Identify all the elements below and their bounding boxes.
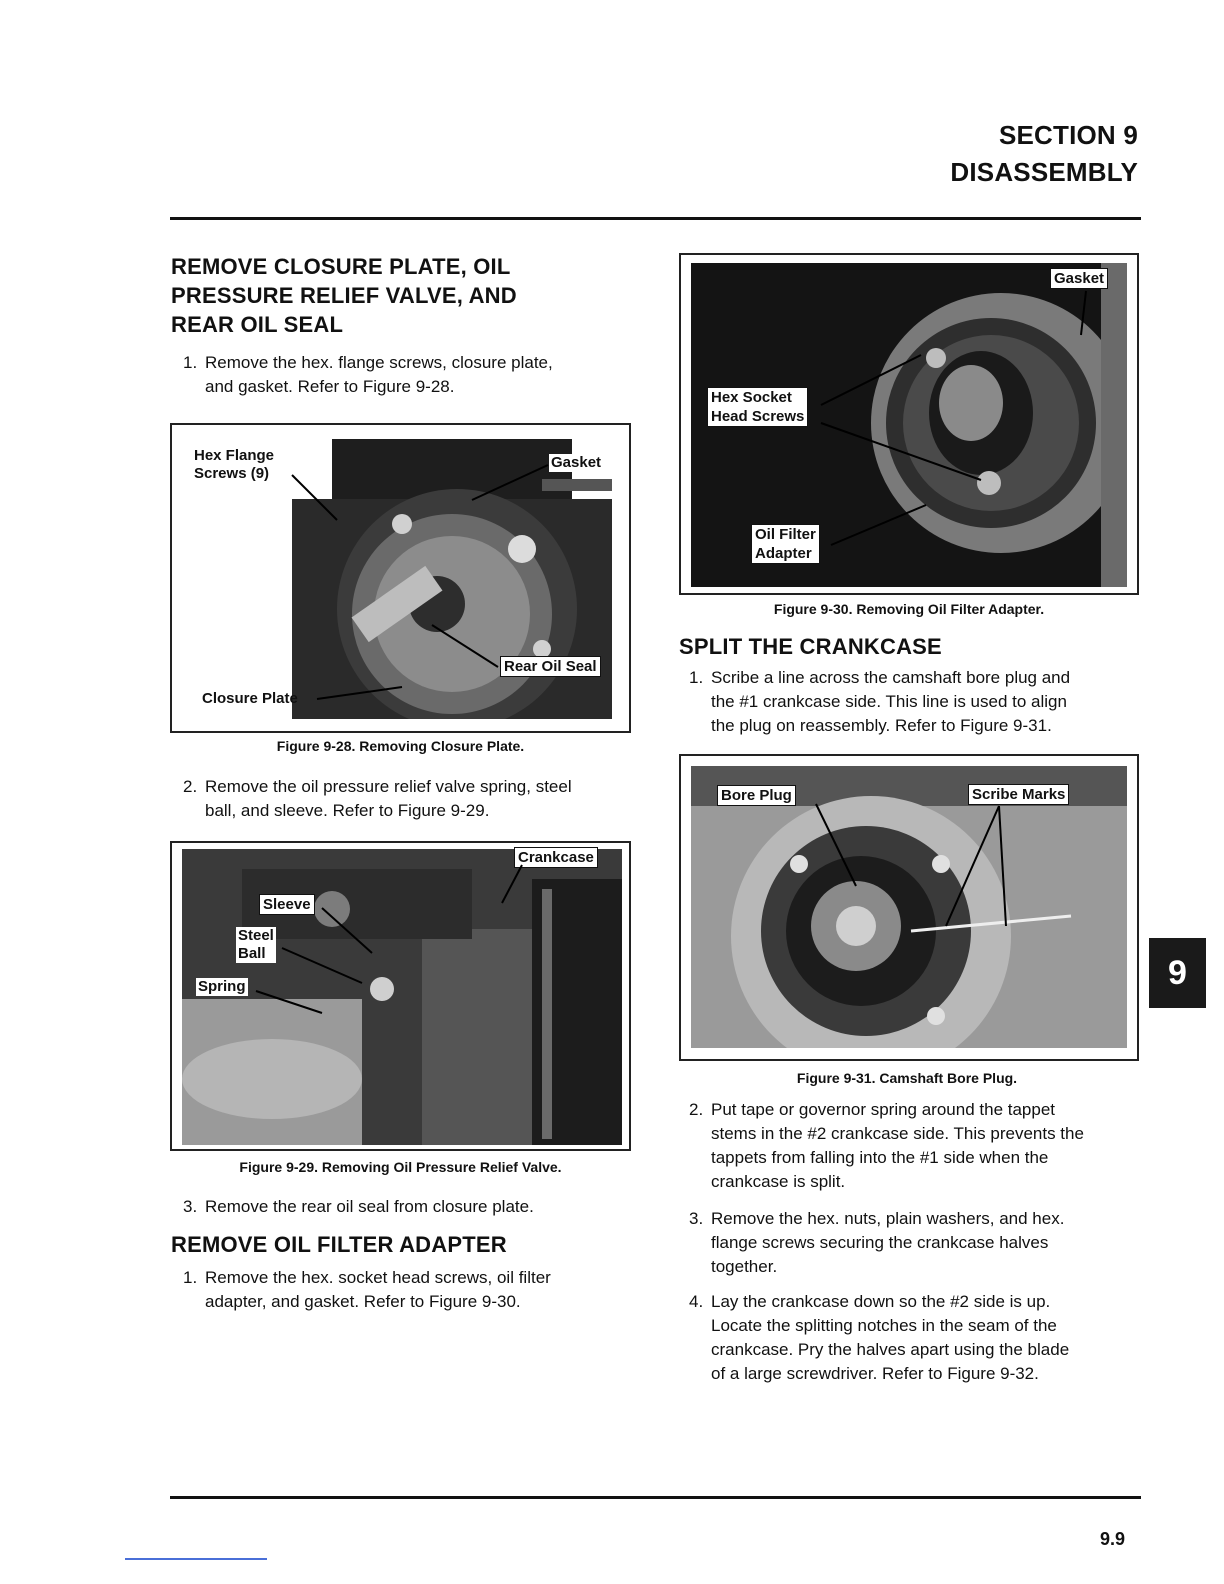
leader-lines xyxy=(681,255,1141,597)
step-remove-hex-nuts: 3. Remove the hex. nuts, plain washers, and hex. flange screws securing the crankcase halves together. xyxy=(689,1209,1065,1276)
figure-9-28 xyxy=(170,423,631,733)
heading-remove-oil-filter-adapter: REMOVE OIL FILTER ADAPTER xyxy=(171,1232,507,1257)
caption-figure-9-31: Figure 9-31. Camshaft Bore Plug. xyxy=(796,1070,1018,1086)
label-hex-flange-screws: Hex Flange Screws (9) xyxy=(194,447,275,482)
step-tape-tappets: 2. Put tape or governor spring around the tappet stems in the #2 crankcase side. This prevents the tappets from falling into the #1 side when the crankcase is split. xyxy=(689,1100,1084,1191)
label-gasket: Gasket xyxy=(551,454,602,471)
label-rear-oil-seal: Rear Oil Seal xyxy=(500,656,601,677)
label-bore-plug: Bore Plug xyxy=(717,785,796,806)
step-number: 4. xyxy=(689,1292,704,1311)
section-number: SECTION 9 xyxy=(998,120,1138,150)
label-crankcase: Crankcase xyxy=(514,847,598,868)
label-closure-plate: Closure Plate xyxy=(202,690,298,707)
heading-remove-closure-plate: REMOVE CLOSURE PLATE, OIL PRESSURE RELIEF VALVE, AND REAR OIL SEAL xyxy=(171,254,517,337)
step-number: 3. xyxy=(183,1197,198,1216)
figure-9-30 xyxy=(679,253,1139,595)
step-remove-closure-plate: 1. Remove the hex. flange screws, closure plate, and gasket. Refer to Figure 9-28. xyxy=(183,353,553,396)
caption-figure-9-30: Figure 9-30. Removing Oil Filter Adapter. xyxy=(773,601,1045,617)
step-number: 3. xyxy=(689,1209,704,1228)
heading-split-crankcase: SPLIT THE CRANKCASE xyxy=(679,634,942,659)
page-number: 9.9 xyxy=(1100,1529,1126,1549)
step-remove-hex-socket-screws: 1. Remove the hex. socket head screws, oil filter adapter, and gasket. Refer to Figure 9-30. xyxy=(183,1268,551,1311)
footer-rule xyxy=(170,1496,1141,1499)
step-split-halves: 4. Lay the crankcase down so the #2 side is up. Locate the splitting notches in the seam of the crankcase. Pry the halves apart using the blade of a large screwdriver. Refer to Figure 9-32. xyxy=(689,1292,1070,1383)
label-steel-ball: Steel Ball xyxy=(238,927,274,962)
step-number: 1. xyxy=(689,668,704,687)
label-oil-filter-adapter: Oil Filter Adapter xyxy=(751,524,820,564)
figure-9-31 xyxy=(679,754,1139,1061)
step-number: 1. xyxy=(183,1268,198,1287)
step-number: 2. xyxy=(689,1100,704,1119)
step-number: 1. xyxy=(183,353,198,372)
label-spring: Spring xyxy=(198,978,246,995)
section-tab: 9 xyxy=(1149,938,1206,1008)
section-title: DISASSEMBLY xyxy=(950,157,1138,187)
step-scribe-line: 1. Scribe a line across the camshaft bore plug and the #1 crankcase side. This line is used to align the plug on reassembly. Refer to Figure 9-31. xyxy=(689,668,1071,735)
step-number: 2. xyxy=(183,777,198,796)
leader-lines xyxy=(681,756,1141,1063)
label-gasket: Gasket xyxy=(1050,268,1108,289)
leader-lines xyxy=(172,425,633,735)
footer-link-underline xyxy=(125,1558,267,1560)
figure-9-29 xyxy=(170,841,631,1151)
label-sleeve: Sleeve xyxy=(259,894,315,915)
caption-figure-9-28: Figure 9-28. Removing Closure Plate. xyxy=(276,738,525,754)
label-hex-socket-head-screws: Hex Socket Head Screws xyxy=(707,387,808,427)
step-remove-relief-valve: 2. Remove the oil pressure relief valve spring, steel ball, and sleeve. Refer to Figure 9-29. xyxy=(183,777,572,820)
caption-figure-9-29: Figure 9-29. Removing Oil Pressure Relief Valve. xyxy=(239,1159,562,1175)
header-rule xyxy=(170,217,1141,220)
step-remove-rear-oil-seal: 3. Remove the rear oil seal from closure plate. xyxy=(183,1195,633,1221)
label-scribe-marks: Scribe Marks xyxy=(968,784,1069,805)
leader-lines xyxy=(172,843,633,1153)
